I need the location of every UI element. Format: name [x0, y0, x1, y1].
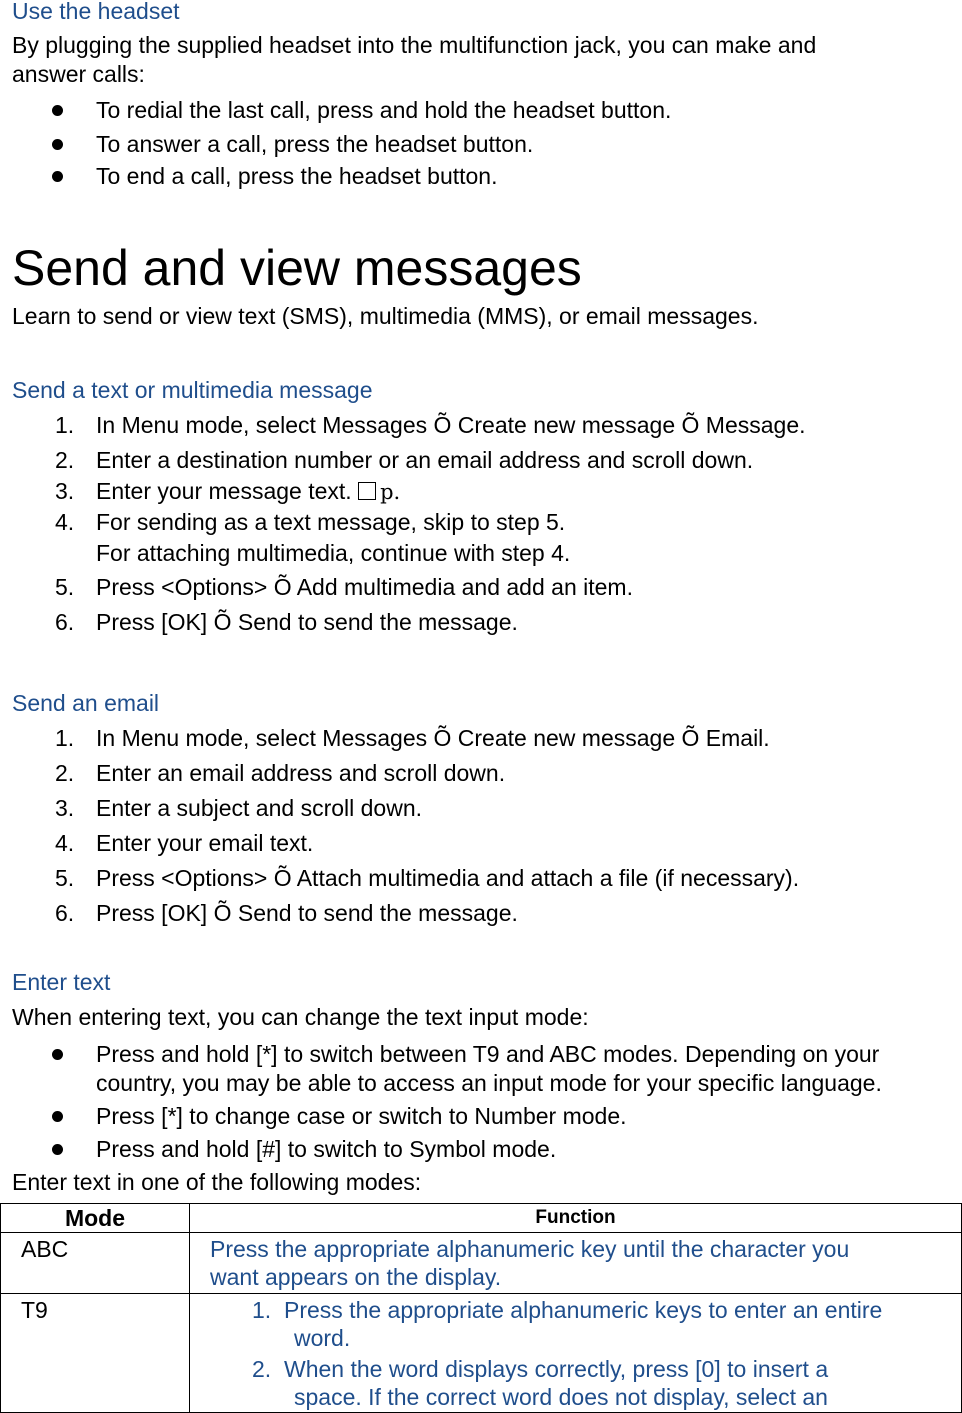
function-list-item: [252, 1296, 955, 1352]
table-row: [1, 1233, 962, 1294]
function-line: Press the appropriate alphanumeric keys to enter an entire: [284, 1297, 883, 1323]
step-text: Enter a destination number or an email address and scroll down.: [96, 447, 754, 473]
modes-table: [0, 1203, 962, 1413]
table-header-mode: Mode: [1, 1204, 190, 1233]
step-number: 1.: [55, 412, 75, 438]
step-number: 6.: [55, 609, 75, 635]
bullet-icon: [52, 1049, 63, 1060]
enter-text-bullet: Press and hold [#] to switch to Symbol mode.: [96, 1136, 557, 1162]
table-cell-function: [190, 1233, 962, 1294]
headset-bullet: To redial the last call, press and hold the headset button.: [96, 97, 672, 123]
function-line: When the word displays correctly, press [0] to insert a: [284, 1356, 829, 1382]
messages-intro: Learn to send or view text (SMS), multimedia (MMS), or email messages.: [12, 303, 759, 329]
function-line: Press the appropriate alphanumeric key until the character you: [210, 1236, 850, 1262]
step-text: In Menu mode, select Messages Õ Create new message Õ Message.: [96, 412, 806, 438]
function-line: word.: [294, 1325, 351, 1351]
step-number: 5.: [55, 574, 75, 600]
step-text: For sending as a text message, skip to step 5.: [96, 509, 566, 535]
section-heading-enter-text: Enter text: [12, 969, 111, 995]
section-heading-headset: Use the headset: [12, 0, 180, 24]
function-line: space. If the correct word does not display, select an: [294, 1384, 828, 1410]
bullet-icon: [52, 105, 63, 116]
step-text-continued: For attaching multimedia, continue with step 4.: [96, 540, 571, 566]
step-text: Press <Options> Õ Attach multimedia and attach a file (if necessary).: [96, 865, 800, 891]
headset-bullet: To end a call, press the headset button.: [96, 163, 498, 189]
function-line: want appears on the display.: [210, 1264, 502, 1290]
step-text: Enter your message text.: [96, 478, 352, 504]
enter-text-bullet: Press [*] to change case or switch to Number mode.: [96, 1103, 627, 1129]
page-title: Send and view messages: [12, 240, 582, 296]
step-number: 3.: [55, 795, 75, 821]
step-number: 2.: [55, 447, 75, 473]
step-number: 4.: [55, 509, 75, 535]
function-item-number: 2.: [252, 1356, 272, 1382]
step-text: Enter an email address and scroll down.: [96, 760, 506, 786]
table-row: [1, 1294, 962, 1413]
section-heading-send-text: Send a text or multimedia message: [12, 377, 373, 403]
headset-intro-line1: By plugging the supplied headset into the multifunction jack, you can make and: [12, 32, 817, 58]
step-number: 1.: [55, 725, 75, 751]
function-item-number: 1.: [252, 1297, 272, 1323]
enter-text-bullet: Press and hold [*] to switch between T9 and ABC modes. Depending on your: [96, 1041, 880, 1067]
headset-bullet: To answer a call, press the headset button.: [96, 131, 534, 157]
bullet-icon: [52, 171, 63, 182]
bullet-icon: [52, 1111, 63, 1122]
step-text: Enter your email text.: [96, 830, 314, 856]
step-text: Enter a subject and scroll down.: [96, 795, 423, 821]
step-number: 4.: [55, 830, 75, 856]
enter-text-outro: Enter text in one of the following modes:: [12, 1169, 422, 1195]
step-text: Press <Options> Õ Add multimedia and add an item.: [96, 574, 633, 600]
bullet-icon: [52, 139, 63, 150]
enter-text-intro: When entering text, you can change the text input mode:: [12, 1004, 589, 1030]
table-header-row: [1, 1204, 962, 1233]
section-heading-send-email: Send an email: [12, 690, 160, 716]
step-text: Press [OK] Õ Send to send the message.: [96, 900, 518, 926]
table-cell-function: [190, 1294, 962, 1413]
step-number: 6.: [55, 900, 75, 926]
step-number: 5.: [55, 865, 75, 891]
function-list-item: [252, 1355, 955, 1411]
step-text: Press [OK] Õ Send to send the message.: [96, 609, 518, 635]
table-header-function: Function: [190, 1204, 962, 1233]
table-cell-mode: T9: [1, 1294, 190, 1413]
step-number: 2.: [55, 760, 75, 786]
bullet-icon: [52, 1144, 63, 1155]
unknown-glyph-icon: [358, 482, 376, 500]
headset-intro-line2: answer calls:: [12, 61, 145, 87]
step-number: 3.: [55, 478, 75, 504]
step-tail: p.: [380, 480, 401, 504]
table-cell-mode: ABC: [1, 1233, 190, 1294]
step-text-with-glyph: [96, 477, 400, 506]
enter-text-bullet-continued: country, you may be able to access an input mode for your specific language.: [96, 1070, 882, 1096]
step-text: In Menu mode, select Messages Õ Create new message Õ Email.: [96, 725, 770, 751]
